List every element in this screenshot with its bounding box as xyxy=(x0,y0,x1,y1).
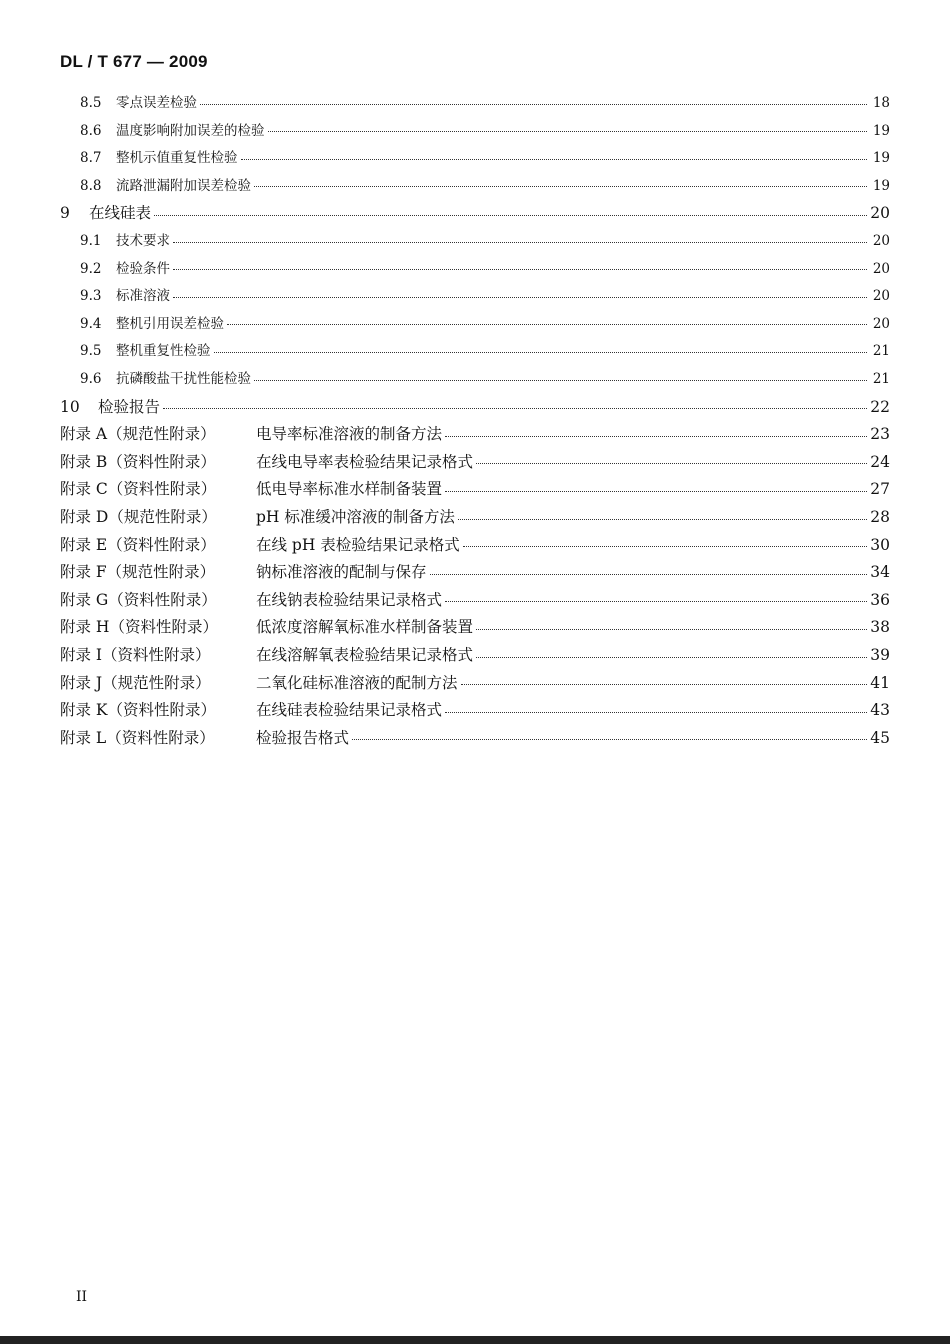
toc-entry-page: 28 xyxy=(870,508,890,526)
toc-entry-title: pH 标准缓冲溶液的制备方法 xyxy=(256,508,455,526)
toc-entry[interactable] xyxy=(60,477,890,499)
toc-entry[interactable] xyxy=(60,201,890,223)
toc-entry-number: 9.4 xyxy=(80,315,102,332)
toc-dot-leader xyxy=(430,574,867,575)
toc-entry[interactable] xyxy=(60,422,890,444)
toc-entry-title: 在线硅表检验结果记录格式 xyxy=(256,701,443,720)
toc-entry-number: 附录 I（资料性附录） xyxy=(60,646,211,664)
toc-entry[interactable] xyxy=(60,533,890,555)
toc-entry-page: 21 xyxy=(872,371,890,387)
toc-entry-title: 在线溶解氧表检验结果记录格式 xyxy=(256,646,474,664)
toc-entry-page: 19 xyxy=(872,177,890,194)
toc-entry-title: 在线电导率表检验结果记录格式 xyxy=(256,452,474,471)
toc-entry-title: 标准溶液 xyxy=(116,288,170,305)
toc-dot-leader xyxy=(254,186,867,187)
toc-entry-page: 36 xyxy=(870,590,890,609)
toc-entry[interactable] xyxy=(60,643,890,665)
toc-entry-page: 43 xyxy=(870,701,890,720)
toc-entry[interactable] xyxy=(80,91,890,111)
toc-entry-number: 8.7 xyxy=(80,150,102,167)
toc-dot-leader xyxy=(458,519,867,520)
toc-entry-page: 20 xyxy=(872,288,890,305)
toc-entry-page: 20 xyxy=(870,204,890,223)
toc-entry-title: 钠标准溶液的配制与保存 xyxy=(256,563,427,582)
toc-entry-number: 8.8 xyxy=(80,177,102,194)
toc-dot-leader xyxy=(476,657,867,658)
toc-dot-leader xyxy=(463,546,867,547)
toc-entry-number: 附录 E（资料性附录） xyxy=(60,535,216,554)
toc-entry-number: 9.2 xyxy=(80,260,102,277)
toc-entry-page: 20 xyxy=(872,233,890,249)
toc-dot-leader xyxy=(163,408,867,409)
toc-dot-leader xyxy=(445,601,867,602)
toc-entry[interactable] xyxy=(60,505,890,527)
toc-entry-title: 在线硅表 xyxy=(89,204,152,223)
toc-entry-title: 整机重复性检验 xyxy=(116,343,211,360)
page-number: II xyxy=(76,1289,88,1305)
toc-entry-page: 30 xyxy=(870,535,890,554)
toc-entry[interactable] xyxy=(80,312,890,332)
toc-entry-page: 34 xyxy=(870,563,890,582)
toc-entry-number: 9.6 xyxy=(80,371,102,387)
toc-entry-page: 19 xyxy=(872,122,890,139)
toc-dot-leader xyxy=(445,436,867,437)
toc-entry[interactable] xyxy=(60,450,890,472)
toc-entry-title: 低浓度溶解氧标准水样制备装置 xyxy=(256,618,474,637)
toc-dot-leader xyxy=(254,380,867,381)
toc-entry-number: 附录 H（资料性附录） xyxy=(60,618,218,637)
toc-entry-number: 附录 J（规范性附录） xyxy=(60,673,211,692)
toc-entry[interactable] xyxy=(60,560,890,582)
toc-dot-leader xyxy=(214,352,868,353)
toc-entry-page: 19 xyxy=(872,150,890,167)
toc-dot-leader xyxy=(352,739,867,740)
toc-entry-title: 二氧化硅标准溶液的配制方法 xyxy=(256,673,458,692)
toc-entry-number: 附录 K（资料性附录） xyxy=(60,701,217,720)
toc-entry-number: 附录 D（规范性附录） xyxy=(60,508,217,526)
toc-entry-number: 9.1 xyxy=(80,233,102,249)
toc-entry-title: 整机引用误差检验 xyxy=(116,315,224,332)
toc-entry[interactable] xyxy=(80,119,890,139)
toc-entry[interactable] xyxy=(80,229,890,249)
toc-entry-number: 9.3 xyxy=(80,288,102,305)
toc-entry-number: 9 xyxy=(60,204,70,223)
toc-entry[interactable] xyxy=(80,339,890,359)
toc-entry-page: 24 xyxy=(870,452,890,471)
toc-entry-page: 23 xyxy=(870,425,890,444)
toc-entry-number: 8.6 xyxy=(80,122,102,139)
toc-entry[interactable] xyxy=(60,615,890,637)
toc-entry-title: 在线钠表检验结果记录格式 xyxy=(256,590,443,609)
toc-entry-title: 技术要求 xyxy=(116,233,170,249)
toc-dot-leader xyxy=(445,712,867,713)
toc-entry[interactable] xyxy=(60,588,890,610)
toc-dot-leader xyxy=(445,491,867,492)
toc-entry[interactable] xyxy=(80,257,890,277)
toc-entry-title: 检验报告 xyxy=(98,397,161,416)
toc-entry-title: 流路泄漏附加误差检验 xyxy=(116,177,251,194)
toc-entry-page: 27 xyxy=(870,480,890,499)
toc-entry-page: 39 xyxy=(870,646,890,664)
toc-entry-number: 附录 G（资料性附录） xyxy=(60,590,217,609)
toc-entry-title: 在线 pH 表检验结果记录格式 xyxy=(256,535,460,554)
toc-entry[interactable] xyxy=(80,284,890,304)
toc-entry-number: 附录 F（规范性附录） xyxy=(60,563,216,582)
toc-entry-page: 22 xyxy=(870,397,890,416)
toc-entry[interactable] xyxy=(60,698,890,720)
toc-dot-leader xyxy=(461,684,867,685)
toc-entry[interactable] xyxy=(80,174,890,194)
toc-entry-title: 零点误差检验 xyxy=(116,95,197,111)
toc-dot-leader xyxy=(173,297,867,298)
toc-entry-page: 18 xyxy=(872,95,890,111)
toc-dot-leader xyxy=(173,242,867,243)
toc-entry[interactable] xyxy=(80,146,890,166)
toc-entry-number: 附录 L（资料性附录） xyxy=(60,728,215,747)
toc-entry-title: 抗磷酸盐干扰性能检验 xyxy=(116,371,251,387)
toc-entry-number: 9.5 xyxy=(80,343,102,360)
toc-entry-title: 检验条件 xyxy=(116,260,170,277)
toc-dot-leader xyxy=(200,104,867,105)
bottom-border xyxy=(0,1336,950,1344)
toc-entry-page: 45 xyxy=(870,728,890,747)
toc-entry-number: 附录 C（资料性附录） xyxy=(60,480,217,499)
toc-entry-title: 低电导率标准水样制备装置 xyxy=(256,480,443,499)
toc-entry[interactable] xyxy=(60,395,890,417)
toc-entry-title: 电导率标准溶液的制备方法 xyxy=(256,425,443,444)
toc-entry-page: 21 xyxy=(872,343,890,360)
toc-entry-title: 检验报告格式 xyxy=(256,728,350,747)
toc-dot-leader xyxy=(241,159,868,160)
toc-dot-leader xyxy=(476,629,867,630)
toc-dot-leader xyxy=(268,131,868,132)
toc-entry-number: 附录 B（资料性附录） xyxy=(60,452,216,471)
toc-dot-leader xyxy=(476,463,867,464)
toc-entry-number: 8.5 xyxy=(80,95,102,111)
document-code-header: DL / T 677 — 2009 xyxy=(60,52,208,71)
toc-entry-title: 温度影响附加误差的检验 xyxy=(116,122,265,139)
toc-entry-page: 38 xyxy=(870,618,890,637)
toc-entry[interactable] xyxy=(60,726,890,748)
toc-dot-leader xyxy=(173,269,867,270)
toc-entry[interactable] xyxy=(60,671,890,693)
toc-dot-leader xyxy=(227,324,867,325)
toc-entry-page: 41 xyxy=(870,673,890,692)
toc-entry-number: 10 xyxy=(60,397,80,416)
toc-dot-leader xyxy=(154,215,867,216)
toc-entry-page: 20 xyxy=(872,315,890,332)
toc-entry-title: 整机示值重复性检验 xyxy=(116,150,238,167)
toc-entry-page: 20 xyxy=(872,260,890,277)
toc-entry[interactable] xyxy=(80,367,890,387)
toc-entry-number: 附录 A（规范性附录） xyxy=(60,425,216,444)
